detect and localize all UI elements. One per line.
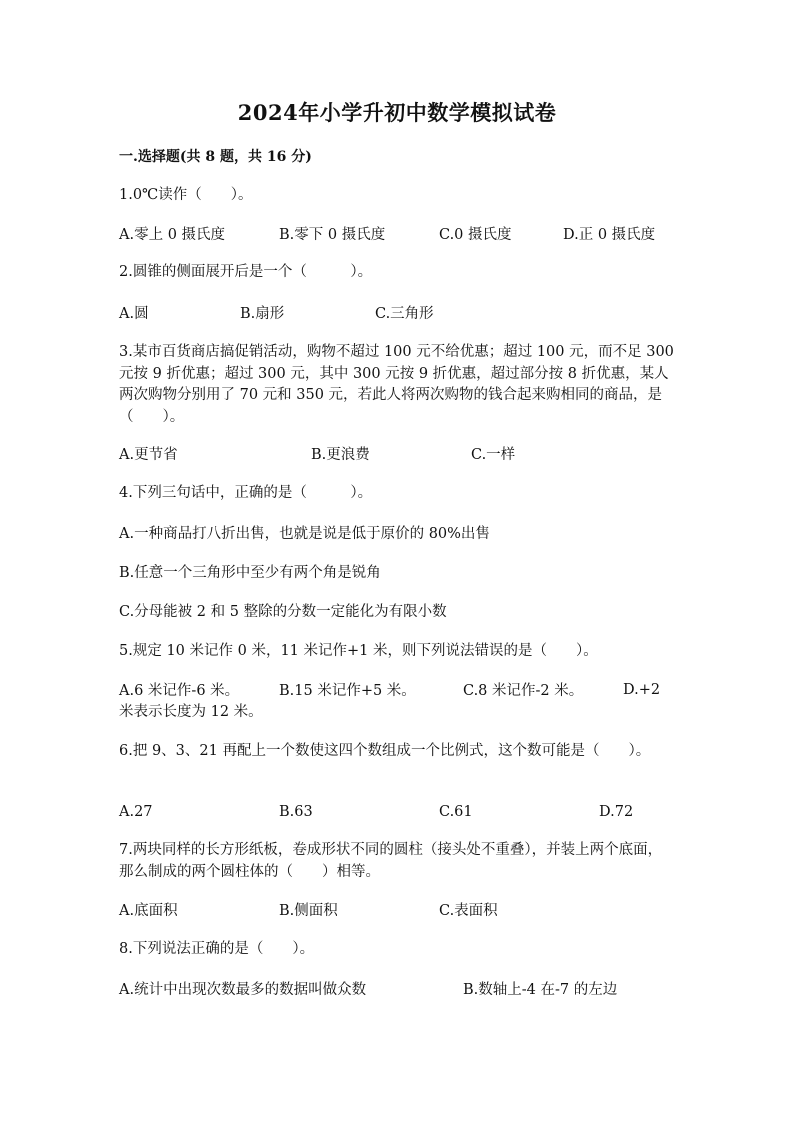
option-a: A.6 米记作-6 米。 xyxy=(119,683,240,699)
question-1-stem: 1.0℃读作（ ）。 xyxy=(119,187,253,203)
question-7-stem: 7.两块同样的长方形纸板，卷成形状不同的圆柱（接头处不重叠），并装上两个底面，那么制成的两个圆柱体的（ ）相等。 xyxy=(119,842,663,880)
option-a: A.统计中出现次数最多的数据叫做众数 xyxy=(119,982,367,998)
option-b: B.扇形 xyxy=(240,306,285,322)
option-c: C.一样 xyxy=(471,447,516,463)
question-3-options xyxy=(119,444,675,466)
option-d: D.正 0 摄氏度 xyxy=(563,227,656,243)
option-c: C.8 米记作-2 米。 xyxy=(463,683,584,699)
option-b: B.任意一个三角形中至少有两个角是锐角 xyxy=(119,565,381,581)
question-4-stem: 4.下列三句话中，正确的是（ ）。 xyxy=(119,485,373,501)
section-heading: 一.选择题(共 8 题，共 16 分) xyxy=(119,149,312,165)
option-a: A.零上 0 摄氏度 xyxy=(119,227,226,243)
option-b: B.15 米记作+5 米。 xyxy=(279,683,416,699)
question-2-stem: 2.圆锥的侧面展开后是一个（ ）。 xyxy=(119,264,373,280)
exam-title: 2024年小学升初中数学模拟试卷 xyxy=(237,100,557,125)
option-b: B.侧面积 xyxy=(279,903,338,919)
question-5-stem: 5.规定 10 米记作 0 米，11 米记作+1 米，则下列说法错误的是（ ）。 xyxy=(119,643,598,659)
option-a: A.更节省 xyxy=(119,447,178,463)
question-8-options xyxy=(119,979,675,1001)
question-6-options xyxy=(119,801,675,823)
option-d: D.72 xyxy=(599,804,634,820)
option-a: A.圆 xyxy=(119,306,149,322)
option-b: B.更浪费 xyxy=(311,447,370,463)
question-7-options xyxy=(119,900,675,922)
option-c: C.61 xyxy=(439,804,473,820)
option-a: A.一种商品打八折出售，也就是说是低于原价的 80%出售 xyxy=(119,526,490,542)
option-a: A.27 xyxy=(119,804,153,820)
option-c: C.三角形 xyxy=(375,306,434,322)
option-c: C.0 摄氏度 xyxy=(439,227,512,243)
option-d: D.+2 米表示长度为 12 米。 xyxy=(119,682,661,720)
option-a: A.底面积 xyxy=(119,903,178,919)
question-2-options xyxy=(119,303,675,325)
option-c: C.分母能被 2 和 5 整除的分数一定能化为有限小数 xyxy=(119,604,447,620)
question-1-options xyxy=(119,224,675,246)
option-b: B.63 xyxy=(279,804,313,820)
option-c: C.表面积 xyxy=(439,903,498,919)
question-3-stem: 3.某市百货商店搞促销活动，购物不超过 100 元不给优惠；超过 100 元，而不足 300 元按 9 折优惠；超过 300 元，其中 300 元按 9 折优惠，超过部分按 8 折优惠，某人两次购物分别用了 70 元和 350 元，若此人将两次购物的钱合起来购相同的商品，是（ ）。 xyxy=(119,344,674,425)
option-b: B.零下 0 摄氏度 xyxy=(279,227,386,243)
question-6-stem: 6.把 9、3、21 再配上一个数使这四个数组成一个比例式，这个数可能是（ ）。 xyxy=(119,743,651,759)
option-b: B.数轴上-4 在-7 的左边 xyxy=(463,982,618,998)
question-8-stem: 8.下列说法正确的是（ ）。 xyxy=(119,941,315,957)
